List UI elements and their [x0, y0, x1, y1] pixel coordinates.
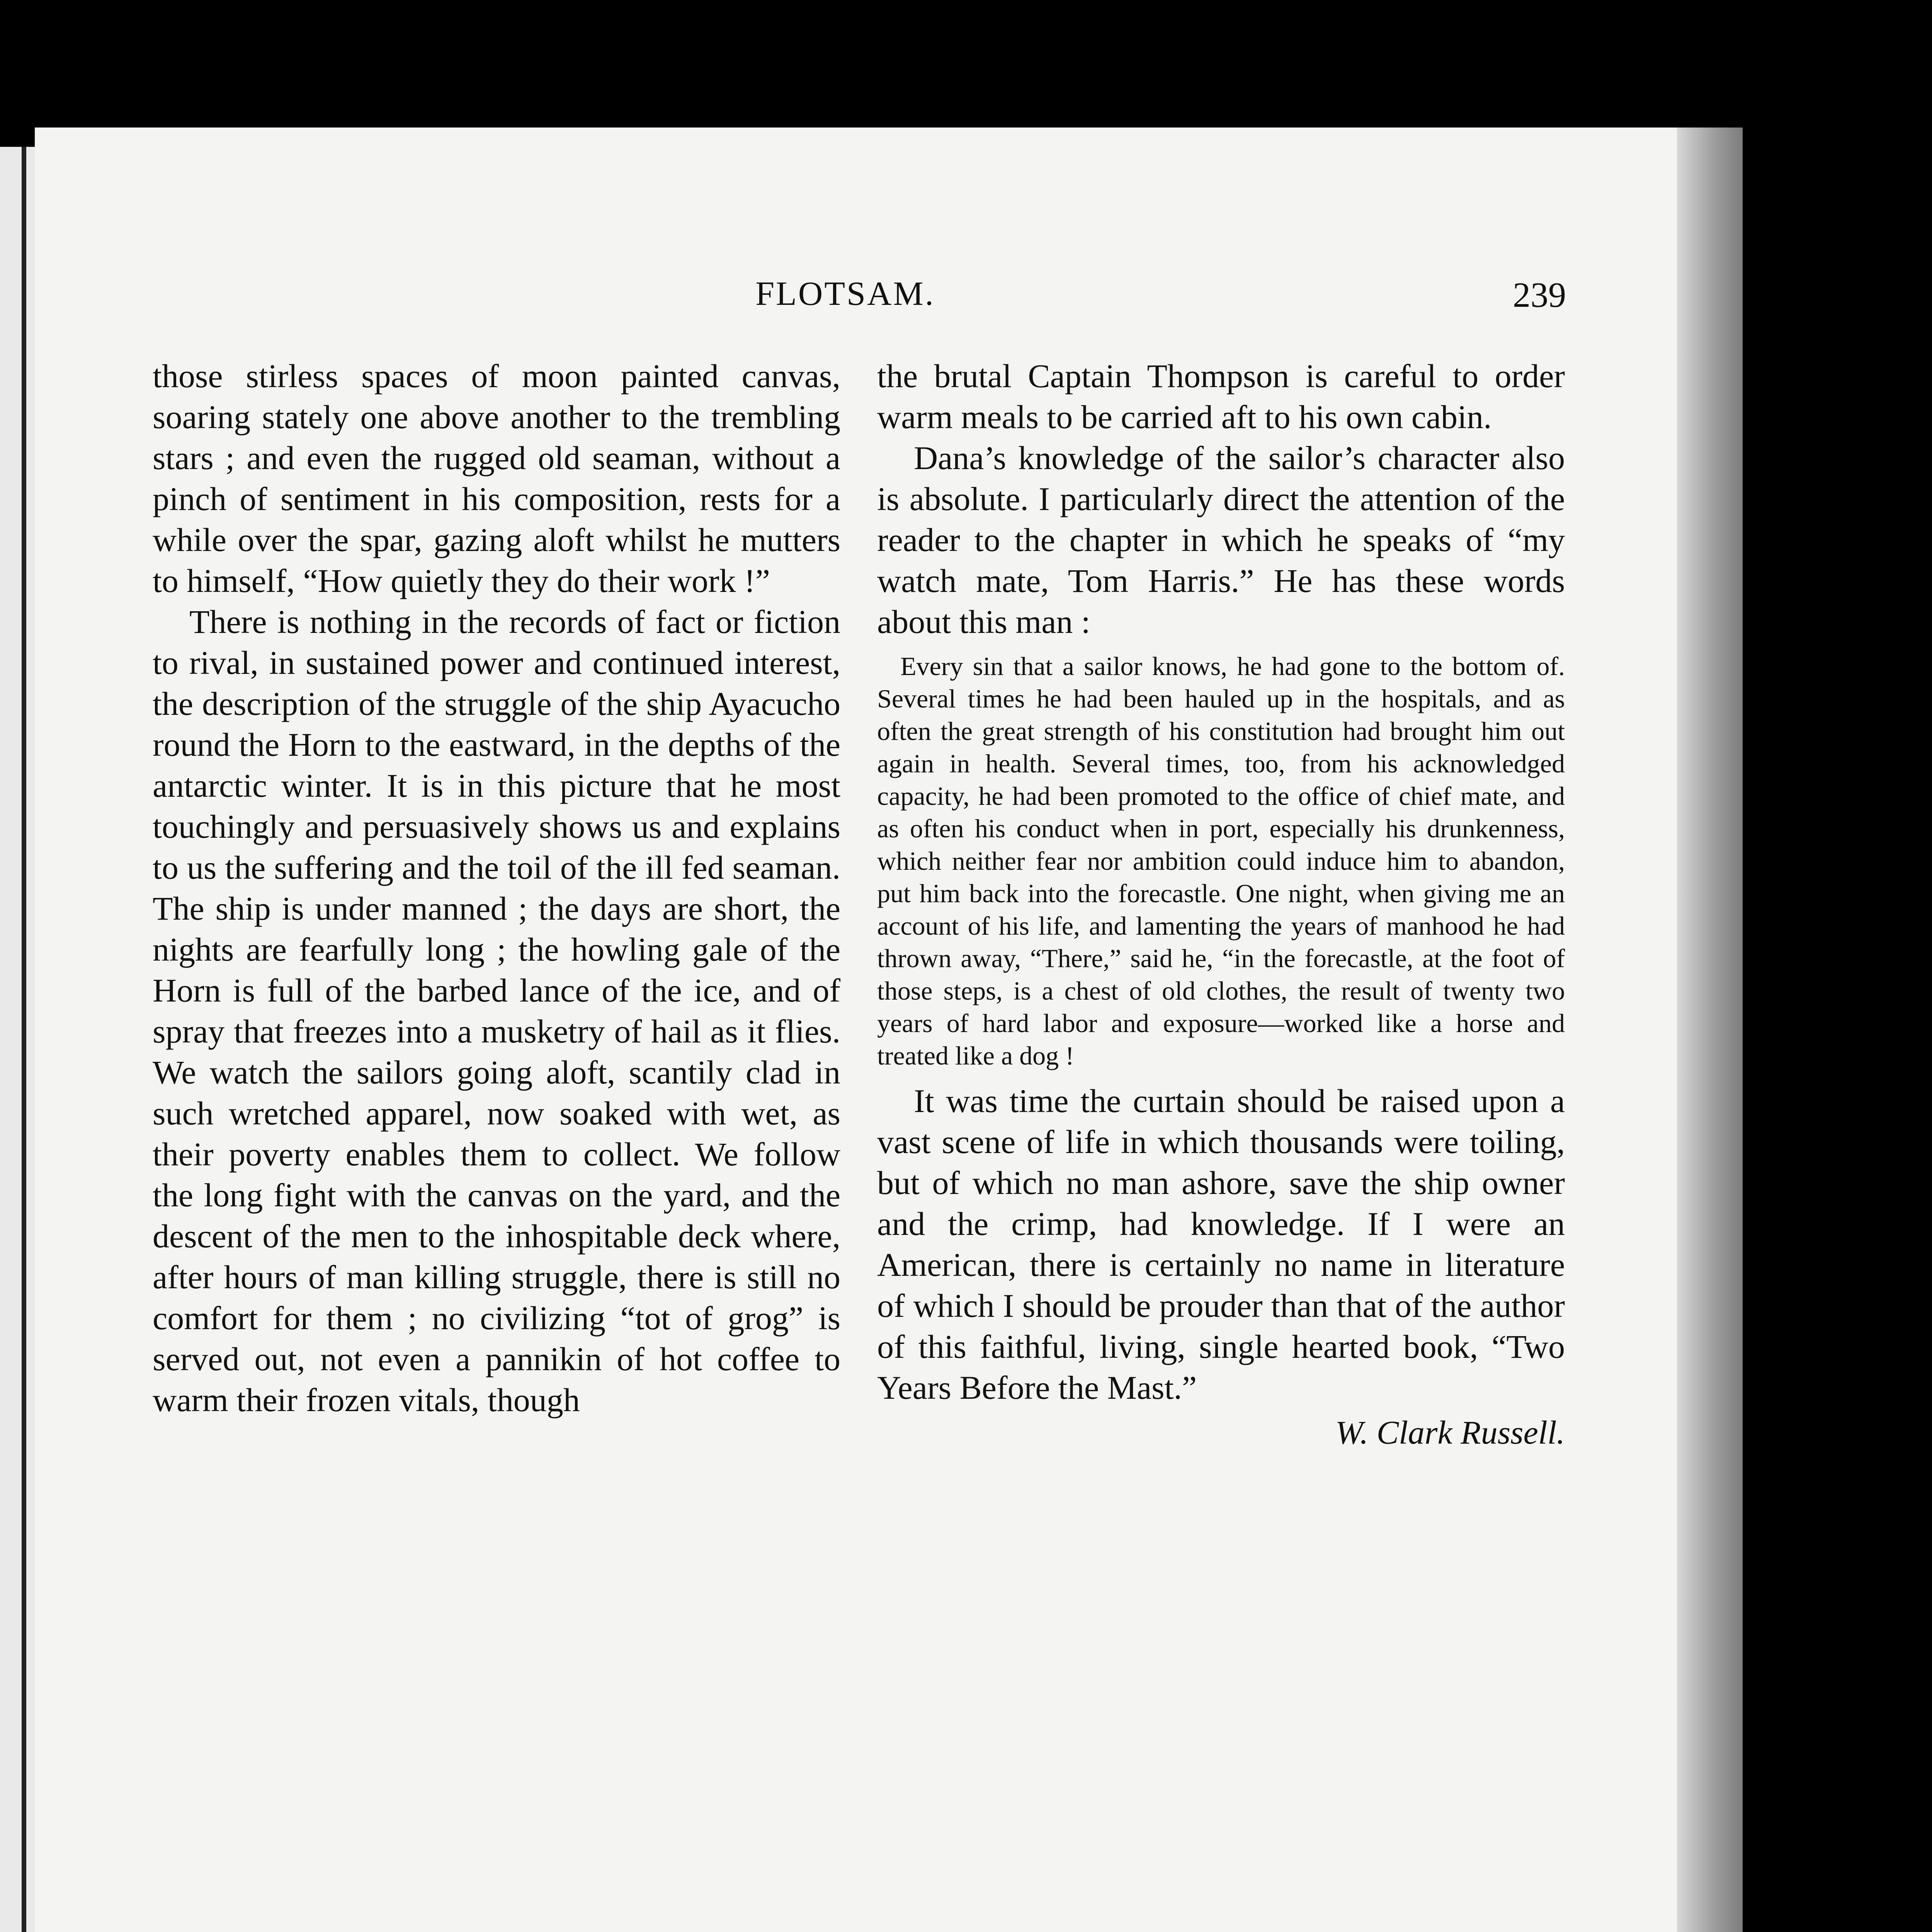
adjacent-page-edge: [0, 147, 35, 1932]
page-edge-shadow: [1677, 128, 1743, 1932]
paragraph: those stirless spaces of moon painted canvas, soaring stately one above another to the trembling stars ; and even the rugged old seaman, without a pinch of sentiment in his composition, rests for a while over the spar, gazing aloft whilst he mutters to himself, “How quietly they do their work !”: [153, 357, 840, 599]
paragraph: It was time the curtain should be raised upon a vast scene of life in which thousands were toiling, but of which no man ashore, save the ship owner and the crimp, had knowledge. If I were an American, there is certainly no name in literature of which I should be prouder than that of the author of this faithful, living, single hearted book, “Two Years Before the Mast.”: [877, 1082, 1565, 1406]
book-page: [35, 128, 1743, 1932]
paragraph: Dana’s knowledge of the sailor’s character also is absolute. I particularly direct the attention of the reader to the chapter in which he speaks of “my watch mate, Tom Harris.” He has these words about this man :: [877, 439, 1565, 640]
binding-shadow: [22, 147, 26, 1932]
block-quote: Every sin that a sailor knows, he had gone to the bottom of. Several times he had been hauled up in the hospitals, and as often the great strength of his constitution had brought him out again in health. Several times, too, from his acknowledged capacity, he had been promoted to the office of chief mate, and as often his conduct when in port, especially his drunkenness, which neither fear nor ambition could induce him to abandon, put him back into the forecastle. One night, when giving me an account of his life, and lamenting the years of manhood he had thrown away, “There,” said he, “in the forecastle, at the foot of those steps, is a chest of old clothes, the result of twenty two years of hard labor and exposure—worked like a horse and treated like a dog !: [877, 651, 1565, 1070]
paragraph: the brutal Captain Thompson is careful to order warm meals to be carried aft to his own cabin.: [877, 357, 1565, 435]
running-title: FLOTSAM.: [755, 275, 935, 313]
paragraph: There is nothing in the records of fact or fiction to rival, in sustained power and continued interest, the description of the struggle of the ship Ayacucho round the Horn to the eastward, in the depths of the antarctic winter. It is in this picture that he most touchingly and persuasively shows us and explains to us the suffering and the toil of the ill fed seaman. The ship is under manned ; the days are short, the nights are fearfully long ; the howling gale of the Horn is full of the barbed lance of the ice, and of spray that freezes into a musketry of hail as it flies. We watch the sailors going aloft, scantily clad in such wretched apparel, now soaked with wet, as their poverty enables them to collect. We follow the long fight with the canvas on the yard, and the descent of the men to the inhospitable deck where, after hours of man killing struggle, there is still no comfort for them ; no civilizing “tot of grog” is served out, not even a pannikin of hot coffee to warm their frozen vitals, though: [153, 603, 840, 1418]
article-signature: W. Clark Russell.: [1335, 1414, 1565, 1451]
left-column: [153, 355, 840, 1420]
right-column: [877, 355, 1565, 1453]
page-number: 239: [1513, 275, 1566, 315]
